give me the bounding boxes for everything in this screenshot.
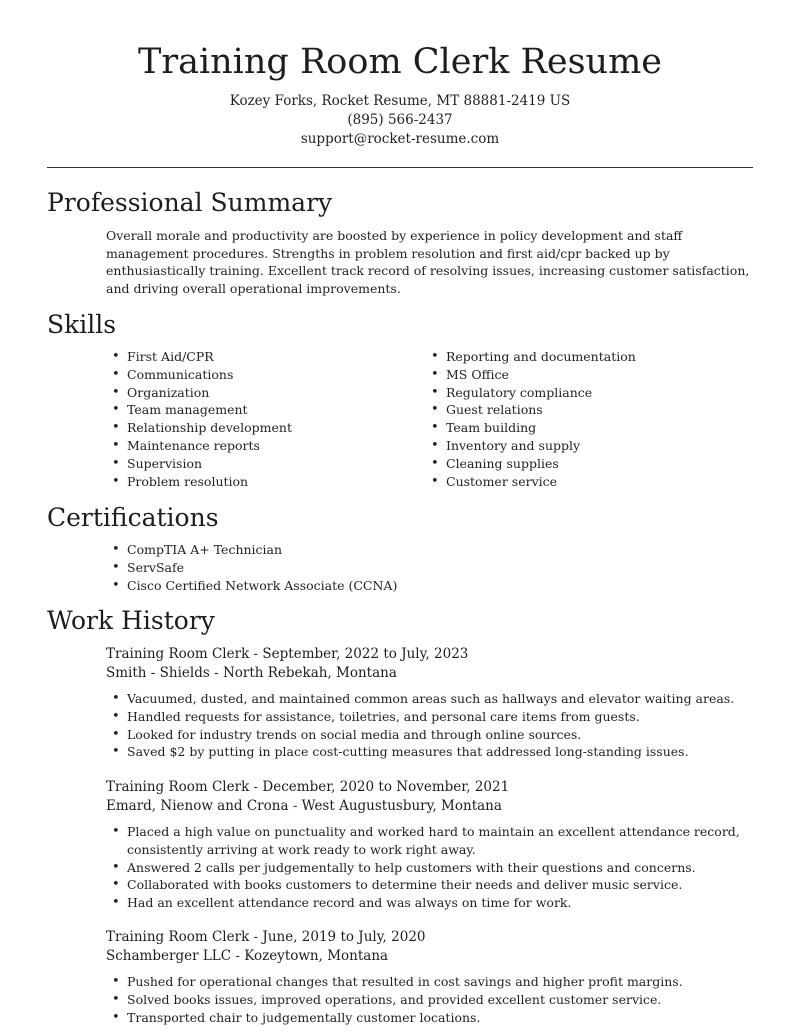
skill-item: • Problem resolution [106,473,292,491]
skills-heading: Skills [47,310,117,339]
skill-item: • Maintenance reports [106,437,292,455]
skills-list-right [425,348,636,490]
skill-item: • Communications [106,366,292,384]
skill-item: • Guest relations [425,401,636,419]
skill-item: • First Aid/CPR [106,348,292,366]
job-location: Kozeytown, Montana [244,948,389,964]
skill-item: • Customer service [425,473,636,491]
job-start-date: June, 2019 [262,929,337,945]
job-company-line [106,797,756,816]
date-joiner: to [340,929,354,945]
job-company-line [106,947,756,966]
summary-text: Overall morale and productivity are boosted by experience in policy development and staff management procedures. Strengths in problem resolution and first aid/cpr backed up by enthusiastically training. Excellent track record of resolving issues, increasing customer satisfaction, and driving overall operational improvements. [106,228,750,297]
skills-list-left [106,348,292,490]
job-title-line [106,778,756,797]
skill-item: • Supervision [106,455,292,473]
job-bullets [106,973,756,1026]
job-title: Training Room Clerk [106,929,250,945]
job-end-date: July, 2020 [358,929,426,945]
skill-item: • Inventory and supply [425,437,636,455]
certification-item: • Cisco Certified Network Associate (CCNA) [106,577,397,595]
contact-address: Kozey Forks, Rocket Resume, MT 88881-2419 US [229,93,571,109]
skill-item: • Regulatory compliance [425,384,636,402]
job-location: North Rebekah, Montana [222,665,397,681]
date-joiner: to [378,779,392,795]
job-bullet: • Answered 2 calls per judgementally to help customers with their questions and concerns. [106,859,756,877]
separator: - [214,665,219,681]
separator: - [253,929,259,945]
header-divider [47,167,753,168]
certification-item: • ServSafe [106,559,397,577]
job-company-line [106,664,756,683]
job-company: Smith - Shields [106,665,210,681]
job-entry [106,928,756,1026]
job-company: Schamberger LLC [106,948,232,964]
job-start-date: September, 2022 [262,646,380,662]
job-bullet: • Looked for industry trends on social media and through online sources. [106,726,756,744]
contact-phone: (895) 566-2437 [347,112,453,128]
job-location: West Augustusbury, Montana [301,798,502,814]
separator: - [253,779,259,795]
job-bullet: • Had an excellent attendance record and was always on time for work. [106,894,756,912]
skill-item: • Team management [106,401,292,419]
work-history-heading: Work History [47,606,215,635]
resume-header [0,0,800,149]
separator: - [292,798,298,814]
job-bullet: • Solved books issues, improved operations, and provided excellent customer service. [106,991,756,1009]
skill-item: • Organization [106,384,292,402]
job-bullet: • Pushed for operational changes that resulted in cost savings and higher profit margins. [106,973,756,991]
job-company: Emard, Nienow and Crona [106,798,289,814]
job-title: Training Room Clerk [106,779,250,795]
certification-item: • CompTIA A+ Technician [106,541,397,559]
resume-title: Training Room Clerk Resume [138,42,662,82]
job-entry [106,778,756,912]
skill-item: • Cleaning supplies [425,455,636,473]
job-bullet: • Collaborated with books customers to determine their needs and deliver music service. [106,876,756,894]
skill-item: • Relationship development [106,419,292,437]
job-bullet: • Placed a high value on punctuality and worked hard to maintain an excellent attendance record, consistently arriving at work ready to work right away. [106,823,756,859]
contact-info [0,92,800,149]
job-bullet: • Handled requests for assistance, toiletries, and personal care items from guests. [106,708,756,726]
job-end-date: July, 2023 [401,646,469,662]
job-end-date: November, 2021 [396,779,510,795]
certifications-list [106,541,397,594]
skill-item: • Reporting and documentation [425,348,636,366]
job-title: Training Room Clerk [106,646,250,662]
job-bullets [106,823,756,912]
job-bullet: • Transported chair to judgementally customer locations. [106,1009,756,1027]
job-title-line [106,928,756,947]
summary-heading: Professional Summary [47,188,333,217]
job-bullets [106,690,756,761]
date-joiner: to [383,646,397,662]
skill-item: • MS Office [425,366,636,384]
job-bullet: • Saved $2 by putting in place cost-cutting measures that addressed long-standing issues. [106,743,756,761]
job-title-line [106,645,756,664]
job-bullet: • Vacuumed, dusted, and maintained common areas such as hallways and elevator waiting areas. [106,690,756,708]
certifications-heading: Certifications [47,503,219,532]
separator: - [253,646,259,662]
job-start-date: December, 2020 [262,779,375,795]
job-entry [106,645,756,761]
contact-email[interactable]: support@rocket-resume.com [300,131,500,147]
separator: - [235,948,240,964]
skill-item: • Team building [425,419,636,437]
